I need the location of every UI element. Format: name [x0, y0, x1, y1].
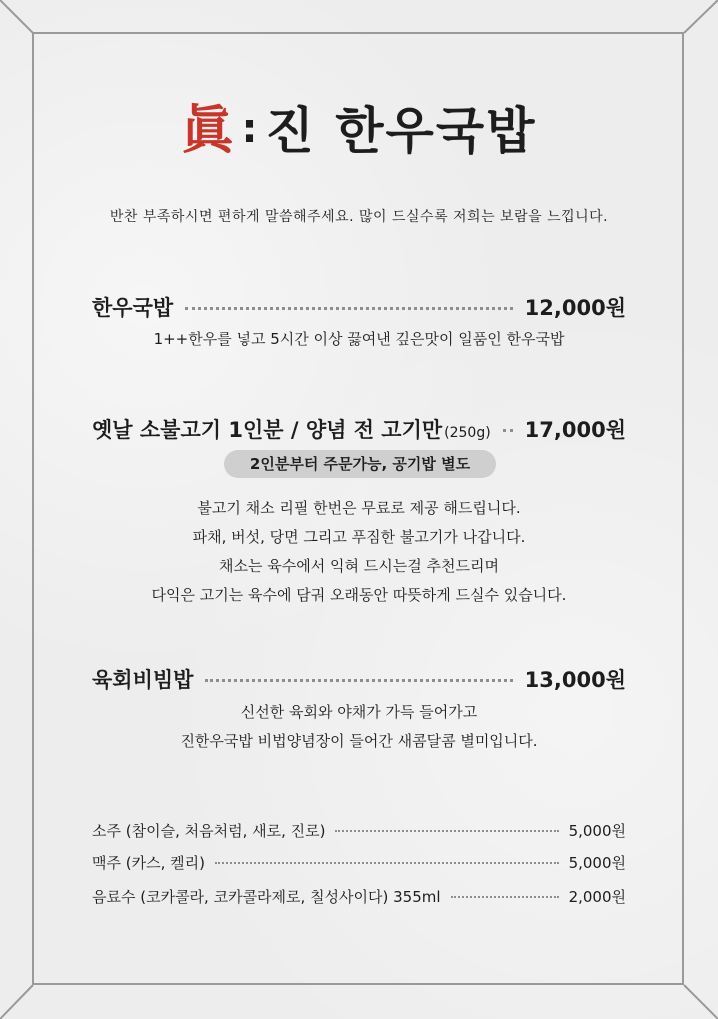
description-line: 1++한우를 넣고 5시간 이상 끓여낸 깊은맛이 일품인 한우국밥 — [153, 330, 565, 348]
drink-price: 2,000원 — [568, 888, 626, 906]
order-condition-badge: 2인분부터 주문가능, 공기밥 별도 — [224, 450, 496, 478]
restaurant-name: 진 한우국밥 — [265, 102, 537, 160]
title-seal: 眞 — [181, 100, 236, 161]
menu-item-price: 13,000원 — [524, 668, 626, 692]
menu-item-yukhoe-bibimbap — [92, 664, 626, 694]
dot-leader — [205, 679, 512, 682]
notice-text: 반찬 부족하시면 편하게 말씀해주세요. 많이 드실수록 저희는 보람을 느낍니다. — [109, 209, 609, 225]
description-line: 진한우국밥 비법양념장이 들어간 새콤달콤 별미입니다. — [180, 732, 538, 750]
drink-price: 5,000원 — [568, 822, 626, 840]
description-line: 불고기 채소 리필 한번은 무료로 제공 해드립니다. — [197, 499, 521, 517]
drink-item-beer — [92, 852, 626, 873]
menu-item-name-text: 옛날 소불고기 1인분 / 양념 전 고기만 — [92, 418, 443, 442]
dot-leader — [503, 429, 513, 432]
page-title — [0, 88, 718, 163]
menu-item-description — [0, 698, 718, 756]
description-line: 다익은 고기는 육수에 담궈 오래동안 따뜻하게 드실수 있습니다. — [151, 586, 567, 604]
description-line: 채소는 육수에서 익혀 드시는걸 추천드리며 — [219, 557, 499, 575]
description-line: 파채, 버섯, 당면 그리고 푸짐한 불고기가 나갑니다. — [192, 528, 526, 546]
menu-item-name: 한우국밥 — [92, 296, 174, 320]
drink-name: 맥주 (카스, 켈리) — [92, 854, 205, 872]
menu-item-description — [0, 494, 718, 610]
menu-item-price: 12,000원 — [524, 296, 626, 320]
menu-item-weight: (250g) — [444, 425, 491, 441]
dot-leader — [185, 307, 513, 310]
menu-item-bulgogi — [92, 414, 626, 444]
menu-item-name: 육회비빔밥 — [92, 668, 194, 692]
title-colon: : — [241, 106, 260, 152]
menu-item-description — [0, 325, 718, 354]
menu-item-price: 17,000원 — [524, 418, 626, 442]
drink-item-soda — [92, 886, 626, 907]
dot-leader — [451, 896, 559, 898]
dot-leader — [335, 830, 558, 832]
description-line: 신선한 육회와 야채가 가득 들어가고 — [240, 703, 478, 721]
dot-leader — [215, 862, 559, 864]
menu-item-hanwoo-gukbap — [92, 292, 626, 322]
drink-name: 음료수 (코카콜라, 코카콜라제로, 칠성사이다) 355ml — [92, 888, 441, 906]
drink-price: 5,000원 — [568, 854, 626, 872]
drink-name: 소주 (참이슬, 처음처럼, 새로, 진로) — [92, 822, 326, 840]
menu-item-name — [92, 414, 491, 444]
drink-item-soju — [92, 820, 626, 841]
